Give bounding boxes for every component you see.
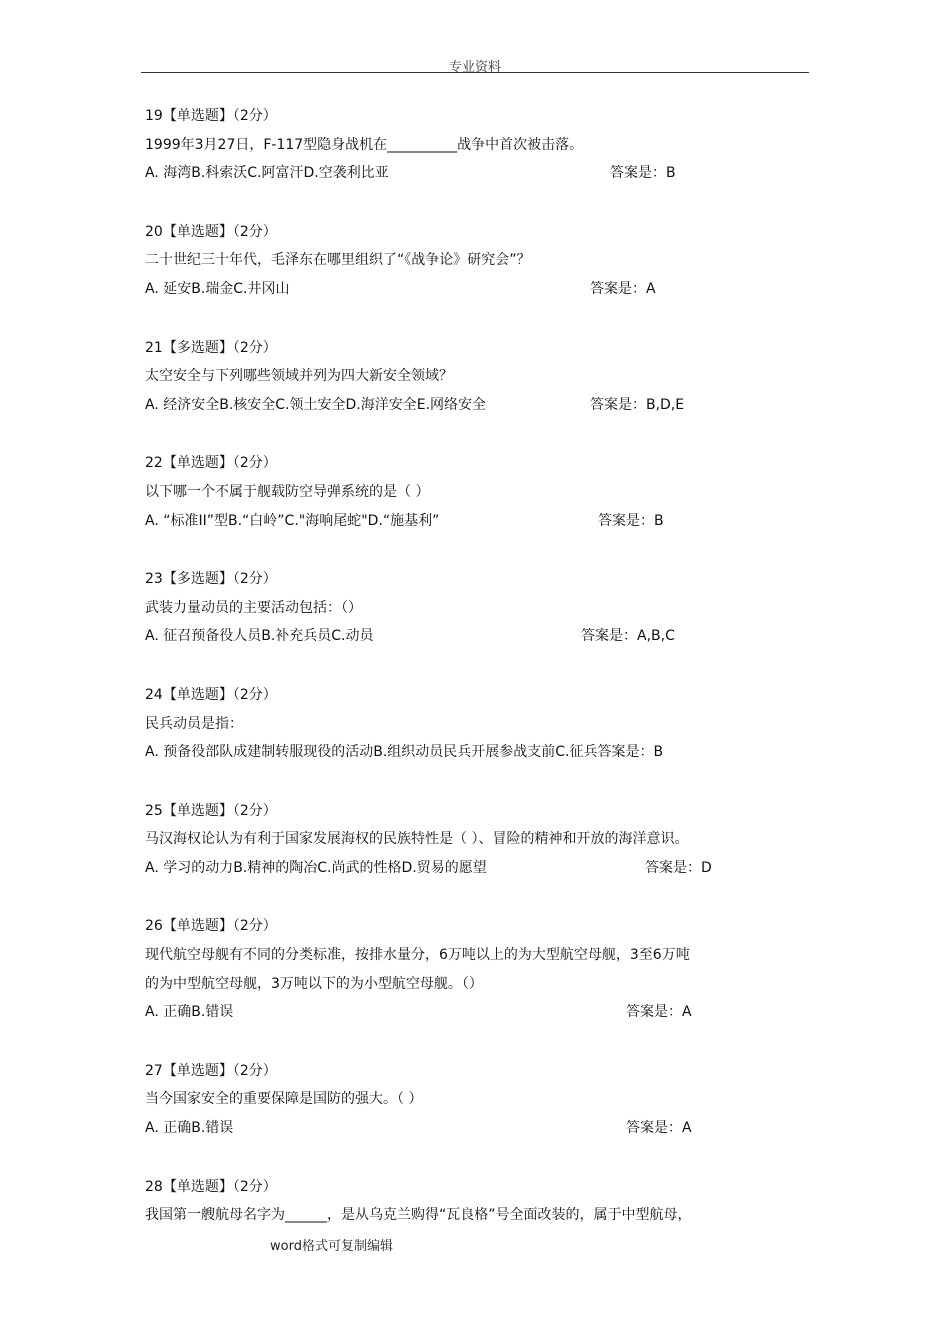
question-header: 28【单选题】（2分） <box>145 1178 277 1195</box>
answer-options: A. 海湾B.科索沃C.阿富汗D.空袭利比亚 <box>145 165 389 182</box>
options-row <box>145 622 817 651</box>
question-stem: 以下哪一个不属于舰载防空导弹系统的是（ ） <box>145 483 430 500</box>
options-row <box>145 391 817 420</box>
options-row <box>145 998 817 1027</box>
question-header: 19【单选题】（2分） <box>145 108 277 124</box>
correct-answer: 答案是：D <box>645 859 712 876</box>
options-row <box>145 275 817 304</box>
correct-answer: 答案是：B <box>597 744 664 761</box>
question-header: 24【单选题】（2分） <box>145 686 277 703</box>
question-block <box>145 681 817 767</box>
question-block <box>145 797 817 883</box>
correct-answer: 答案是：A,B,C <box>581 628 675 645</box>
answer-options: A. 正确B.错误 <box>145 1120 234 1137</box>
question-header: 23【多选题】（2分） <box>145 571 277 588</box>
question-header: 21【多选题】（2分） <box>145 339 277 356</box>
question-block <box>145 912 817 1026</box>
question-list <box>145 102 817 1260</box>
question-stem: 我国第一艘航母名字为______，是从乌克兰购得“瓦良格”号全面改装的，属于中型航母， <box>145 1207 692 1224</box>
correct-answer: 答案是：B <box>610 165 676 182</box>
options-row <box>145 1114 817 1143</box>
correct-answer: 答案是：A <box>626 1120 692 1137</box>
question-stem: 二十世纪三十年代，毛泽东在哪里组织了“《战争论》研究会”？ <box>145 252 531 269</box>
question-block <box>145 218 817 304</box>
question-block <box>145 102 817 188</box>
question-header: 27【单选题】（2分） <box>145 1062 277 1079</box>
options-row <box>145 507 817 536</box>
options-row <box>145 854 817 883</box>
correct-answer: 答案是：B <box>598 512 664 529</box>
question-header: 20【单选题】（2分） <box>145 223 277 240</box>
question-header: 22【单选题】（2分） <box>145 455 277 472</box>
question-block <box>145 565 817 651</box>
page-footer: word格式可复制编辑 <box>270 1239 393 1254</box>
question-block <box>145 1057 817 1143</box>
question-block <box>145 449 817 535</box>
question-block <box>145 1173 817 1230</box>
question-stem: 民兵动员是指： <box>145 715 243 732</box>
answer-options: A. 延安B.瑞金C.井冈山 <box>145 280 290 297</box>
correct-answer: 答案是：A <box>626 1004 692 1021</box>
question-header: 26【单选题】（2分） <box>145 918 277 935</box>
question-stem: 太空安全与下列哪些领域并列为四大新安全领域？ <box>145 368 453 385</box>
answer-options: A. 征召预备役人员B.补充兵员C.动员 <box>145 628 374 645</box>
question-block <box>145 334 817 420</box>
header-text: 专业资料 <box>448 60 501 75</box>
answer-options: A. 学习的动力B.精神的陶冶C.尚武的性格D.贸易的愿望 <box>145 859 487 876</box>
answer-options: A. “标准II”型B.“白岭”C."海响尾蛇"D.“施基利” <box>145 512 440 529</box>
question-stem: 现代航空母舰有不同的分类标准，按排水量分，6万吨以上的为大型航空母舰，3至6万吨 <box>145 947 690 964</box>
answer-options: A. 预备役部队成建制转服现役的活动B.组织动员民兵开展参战支前C.征兵 <box>145 744 598 761</box>
question-stem: 的为中型航空母舰，3万吨以下的为小型航空母舰。（） <box>145 975 483 992</box>
question-stem: 武装力量动员的主要活动包括：（） <box>145 599 362 616</box>
options-row <box>145 159 817 188</box>
answer-options: A. 经济安全B.核安全C.领土安全D.海洋安全E.网络安全 <box>145 396 487 413</box>
answer-options: A. 正确B.错误 <box>145 1004 234 1021</box>
question-stem: 马汉海权论认为有利于国家发展海权的民族特性是（ ）、冒险的精神和开放的海洋意识。 <box>145 831 689 848</box>
question-stem: 1999年3月27日，F-117型隐身战机在__________战争中首次被击落。 <box>145 136 584 153</box>
correct-answer: 答案是：B,D,E <box>590 396 685 413</box>
question-header: 25【单选题】（2分） <box>145 802 277 819</box>
question-stem: 当今国家安全的重要保障是国防的强大。（ ） <box>145 1091 423 1108</box>
page-header <box>141 56 809 73</box>
options-row <box>145 738 817 767</box>
correct-answer: 答案是：A <box>590 280 656 297</box>
